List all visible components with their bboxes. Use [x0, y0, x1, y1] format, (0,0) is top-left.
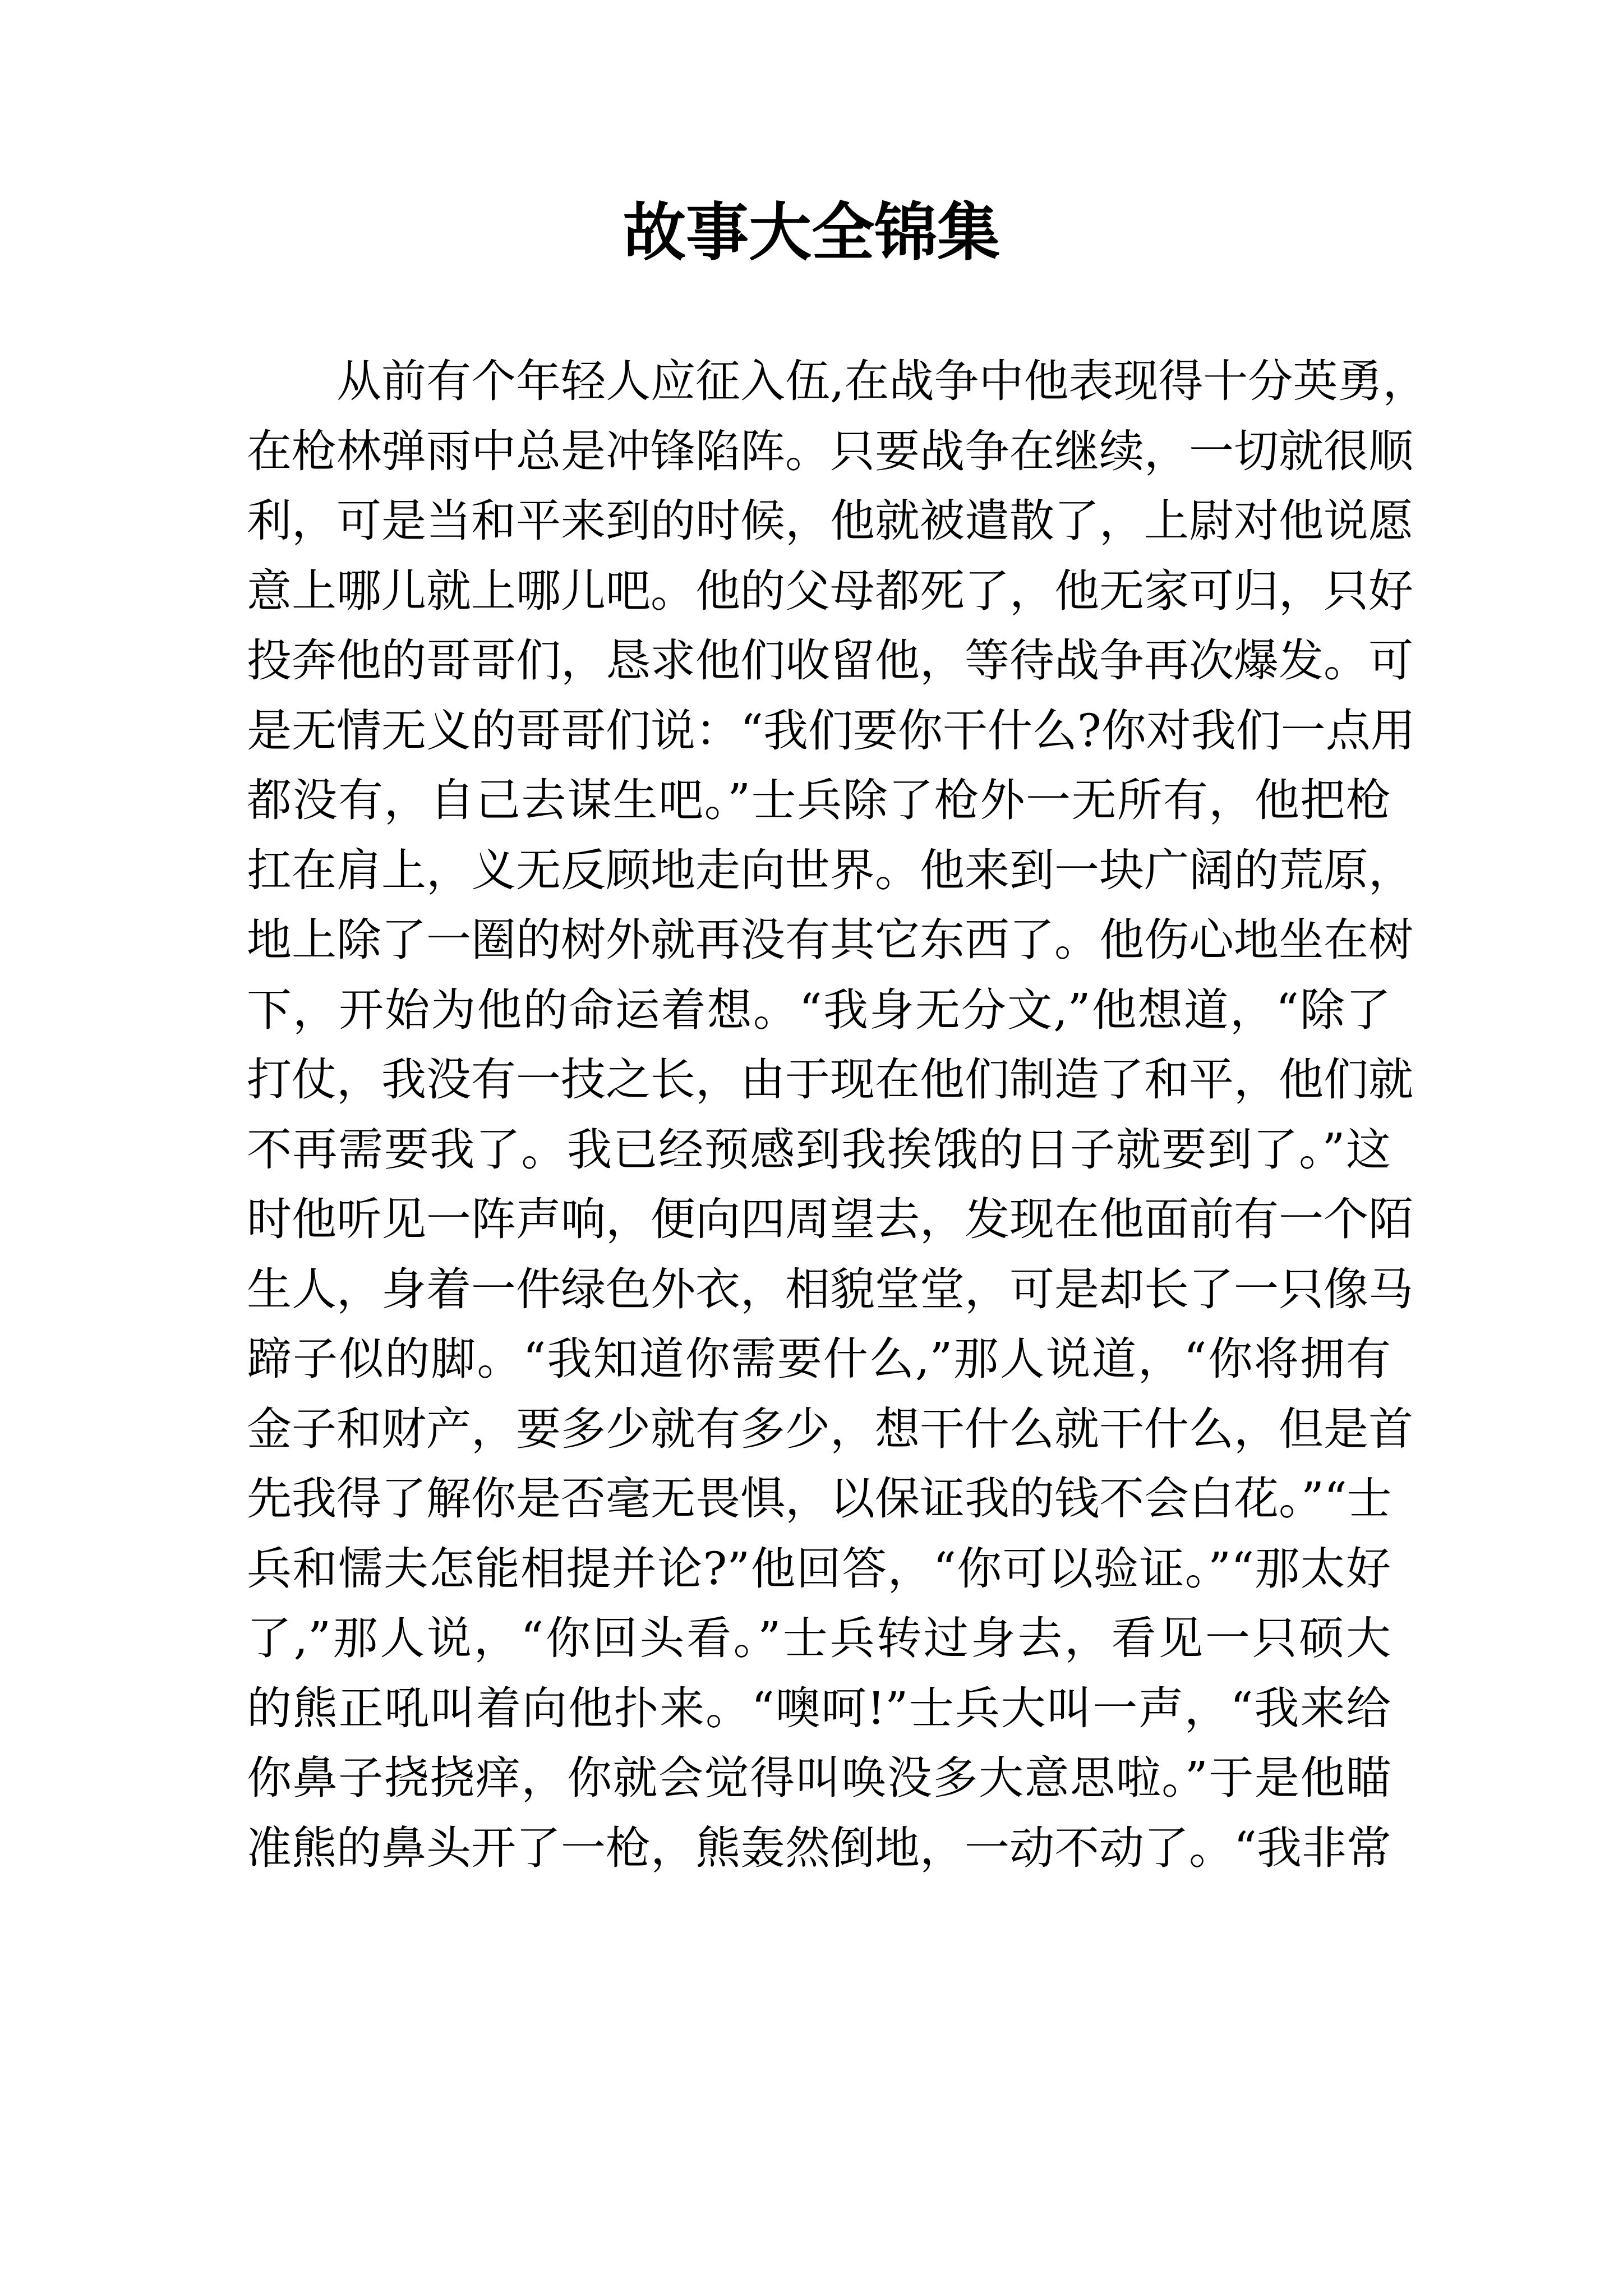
paragraph-line: 是无情无义的哥哥们说：“我们要你干什么?你对我们一点用: [247, 704, 1415, 757]
paragraph-line: 生人，身着一件绿色外衣，相貌堂堂，可是却长了一只像马: [247, 1263, 1413, 1315]
paragraph-line: 利，可是当和平来到的时候，他就被遣散了，上尉对他说愿: [247, 495, 1413, 547]
paragraph-line: 你鼻子挠挠痒，你就会觉得叫唤没多大意思啦。”于是他瞄: [247, 1752, 1391, 1804]
paragraph-line: 先我得了解你是否毫无畏惧，以保证我的钱不会白花。”“士: [247, 1473, 1392, 1525]
paragraph-line: 金子和财产，要多少就有多少，想干什么就干什么，但是首: [247, 1402, 1413, 1455]
document-body: [247, 347, 1428, 1883]
paragraph-line: 下，开始为他的命运着想。“我身无分文,”他想道，“除了: [247, 983, 1391, 1036]
paragraph-line: 的熊正吼叫着向他扑来。“噢呵!”士兵大叫一声，“我来给: [247, 1682, 1391, 1734]
paragraph-line: 打仗，我没有一技之长，由于现在他们制造了和平，他们就: [247, 1053, 1413, 1106]
paragraph-line: 不再需要我了。我已经预感到我挨饿的日子就要到了。”这: [247, 1123, 1391, 1176]
paragraph-line: 在枪林弹雨中总是冲锋陷阵。只要战争在继续，一切就很顺: [247, 425, 1413, 477]
paragraph-line: 蹄子似的脚。“我知道你需要什么,”那人说道，“你将拥有: [247, 1333, 1391, 1385]
paragraph-line: 了,”那人说，“你回头看。”士兵转过身去，看见一只硕大: [247, 1612, 1391, 1664]
paragraph-line: 从前有个年轻人应征入伍,在战争中他表现得十分英勇，: [336, 355, 1428, 407]
paragraph-line: 意上哪儿就上哪儿吧。他的父母都死了，他无家可归，只好: [247, 564, 1413, 617]
paragraph-line: 地上除了一圈的树外就再没有其它东西了。他伤心地坐在树: [247, 914, 1413, 966]
document-title: 故事大全锦集: [623, 196, 1000, 269]
paragraph-line: 投奔他的哥哥们，恳求他们收留他，等待战争再次爆发。可: [247, 634, 1413, 687]
paragraph-line: 准熊的鼻头开了一枪，熊轰然倒地，一动不动了。“我非常: [247, 1821, 1391, 1874]
paragraph-line: 兵和懦夫怎能相提并论?”他回答，“你可以验证。”“那太好: [247, 1542, 1391, 1595]
paragraph-line: 扛在肩上，义无反顾地走向世界。他来到一块广阔的荒原，: [247, 844, 1413, 896]
paragraph-line: 时他听见一阵声响，便向四周望去，发现在他面前有一个陌: [247, 1193, 1413, 1245]
paragraph-line: 都没有，自己去谋生吧。”士兵除了枪外一无所有，他把枪: [247, 774, 1391, 826]
